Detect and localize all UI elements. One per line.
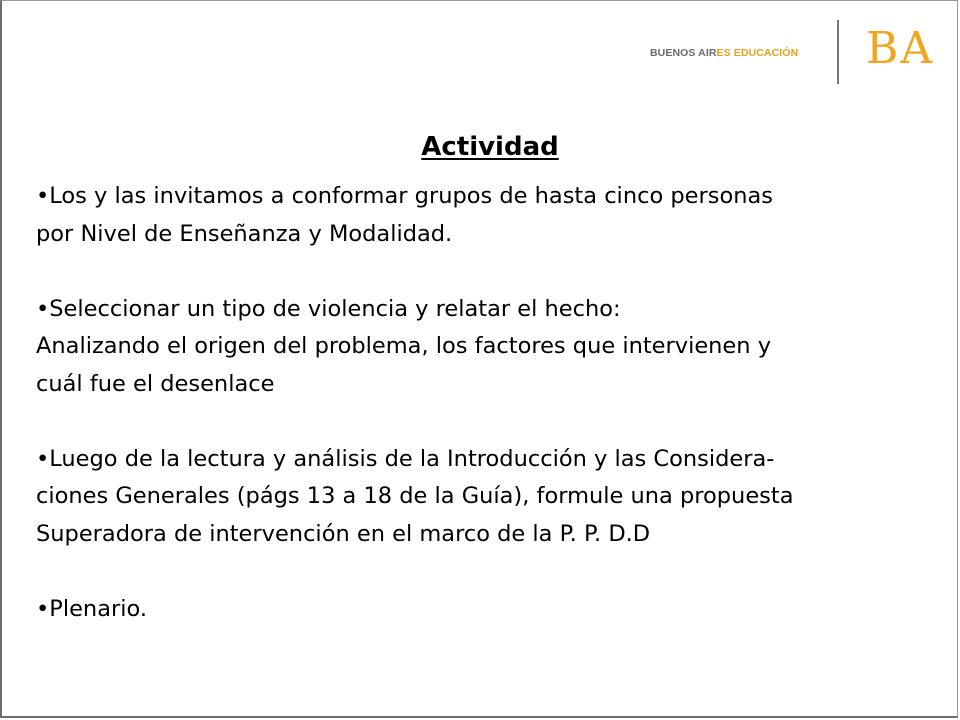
body-line: ciones Generales (págs 13 a 18 de la Guía), formule una propuesta <box>36 483 794 509</box>
buenos-aires-educacion-logo <box>640 20 940 88</box>
body-line: •Seleccionar un tipo de violencia y relatar el hecho: <box>36 295 621 322</box>
logo-text-accent: ES EDUCACIÓN <box>716 47 799 59</box>
body-line: •Los y las invitamos a conformar grupos de hasta cinco personas <box>36 183 773 209</box>
body-line: •Luego de la lectura y análisis de la Introducción y las Considera- <box>36 445 775 472</box>
body-line: •Plenario. <box>36 595 148 622</box>
instruction-violencia <box>36 291 946 404</box>
slide-body <box>36 178 946 628</box>
paragraph-gap <box>36 403 946 441</box>
ba-logo-mark: BA <box>866 23 935 74</box>
body-line: por Nivel de Enseñanza y Modalidad. <box>36 220 453 247</box>
body-line: Analizando el origen del problema, los factores que intervienen y <box>36 333 772 359</box>
paragraph-gap <box>36 253 946 291</box>
body-line: cuál fue el desenlace <box>36 370 275 397</box>
instruction-propuesta <box>36 441 946 554</box>
slide-title: Actividad <box>421 132 559 162</box>
logo-wordmark <box>650 47 798 59</box>
body-line: Superadora de intervención en el marco de la P. P. D.D <box>36 520 651 547</box>
paragraph-gap <box>36 553 946 591</box>
instruction-grupos <box>36 178 946 253</box>
logo-text-gray: BUENOS AIR <box>650 47 717 59</box>
instruction-plenario <box>36 591 946 629</box>
logo-divider <box>837 20 839 84</box>
